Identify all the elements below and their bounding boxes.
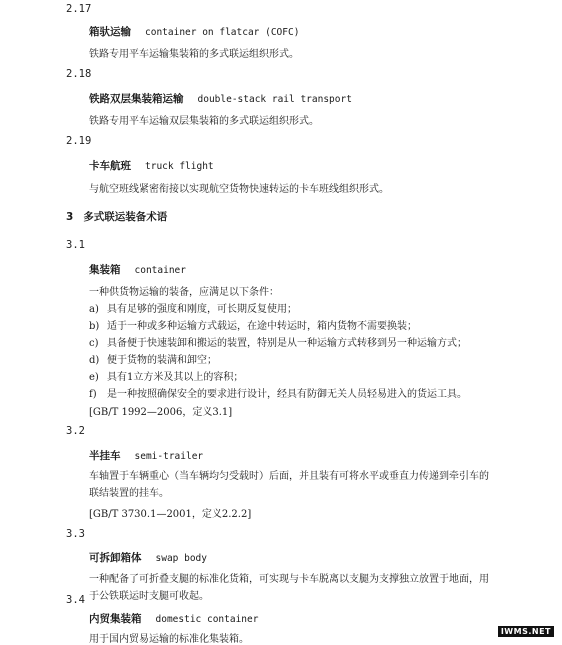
list-text: 具备便于快速装卸和搬运的装置，特别是从一种运输方式转移到另一种运输方式； [107, 338, 467, 349]
reference: [GB/T 3730.1—2001，定义2.2.2] [89, 509, 252, 520]
term-en: truck flight [145, 161, 214, 172]
term-en: container [134, 265, 186, 276]
definition: 与航空班线紧密衔接以实现航空货物快速转运的卡车班线组织形式。 [89, 184, 389, 195]
list-label: f) [89, 389, 97, 400]
list-item [89, 351, 217, 366]
term-heading [89, 262, 186, 277]
term-heading [89, 550, 207, 565]
section-heading [66, 209, 167, 224]
clause-number: 2.19 [66, 135, 92, 147]
clause-number: 2.18 [66, 68, 92, 80]
list-label: b) [89, 321, 100, 332]
section-title: 多式联运装备术语 [83, 211, 168, 223]
list-label: c) [89, 338, 99, 349]
term-heading [89, 448, 203, 463]
list-label: a) [89, 304, 99, 315]
list-text: 是一种按照确保安全的要求进行设计，经具有防御无关人员轻易进入的货运工具。 [107, 389, 467, 400]
list-item [89, 317, 417, 332]
term-zh: 铁路双层集装箱运输 [89, 93, 184, 105]
definition: 用于国内贸易运输的标准化集装箱。 [89, 634, 249, 645]
term-heading [89, 158, 214, 173]
clause-number: 3.4 [66, 594, 85, 606]
list-text: 便于货物的装满和卸空； [107, 355, 217, 366]
definition: 铁路专用平车运输双层集装箱的多式联运组织形式。 [89, 116, 319, 127]
term-zh: 集装箱 [89, 264, 121, 276]
term-en: semi-trailer [134, 451, 204, 462]
definition: 车轴置于车辆重心（当车辆均匀受载时）后面，并且装有可将水平或垂直力传递到牵引车的联结装置的挂车。 [89, 471, 489, 499]
watermark-logo: IWMS.NET [498, 626, 554, 637]
list-text: 适于一种或多种运输方式载运，在途中转运时，箱内货物不需要换装； [107, 321, 417, 332]
term-zh: 箱驮运输 [89, 26, 131, 38]
term-heading [89, 24, 299, 39]
list-item [89, 385, 467, 400]
term-en: container on flatcar (COFC) [145, 27, 300, 38]
term-zh: 卡车航班 [89, 160, 131, 172]
list-label: d) [89, 355, 100, 366]
list-item [89, 300, 297, 315]
term-zh: 内贸集装箱 [89, 613, 142, 625]
term-en: swap body [155, 553, 207, 564]
reference: [GB/T 1992—2006，定义3.1] [89, 407, 233, 418]
definition-intro: 一种供货物运输的装备，应满足以下条件： [89, 287, 279, 298]
term-en: double-stack rail transport [197, 94, 352, 105]
definition: 铁路专用平车运输集装箱的多式联运组织形式。 [89, 49, 299, 60]
term-zh: 半挂车 [89, 450, 121, 462]
clause-number: 2.17 [66, 3, 92, 15]
clause-number: 3.1 [66, 239, 85, 251]
list-text: 具有足够的强度和刚度，可长期反复使用； [107, 304, 297, 315]
list-item [89, 334, 467, 349]
clause-number: 3.3 [66, 528, 85, 540]
term-zh: 可拆卸箱体 [89, 552, 142, 564]
list-item [89, 368, 243, 383]
definition: 一种配备了可折叠支腿的标准化货箱，可实现与卡车脱离以支腿为支撑独立放置于地面，用于公铁联运时支腿可收起。 [89, 574, 489, 602]
term-heading [89, 611, 258, 626]
list-label: e) [89, 372, 99, 383]
list-text: 具有1立方米及其以上的容积； [107, 372, 244, 383]
term-en: domestic container [155, 614, 259, 625]
section-number: 3 [66, 211, 74, 223]
term-heading [89, 91, 352, 106]
clause-number: 3.2 [66, 425, 85, 437]
